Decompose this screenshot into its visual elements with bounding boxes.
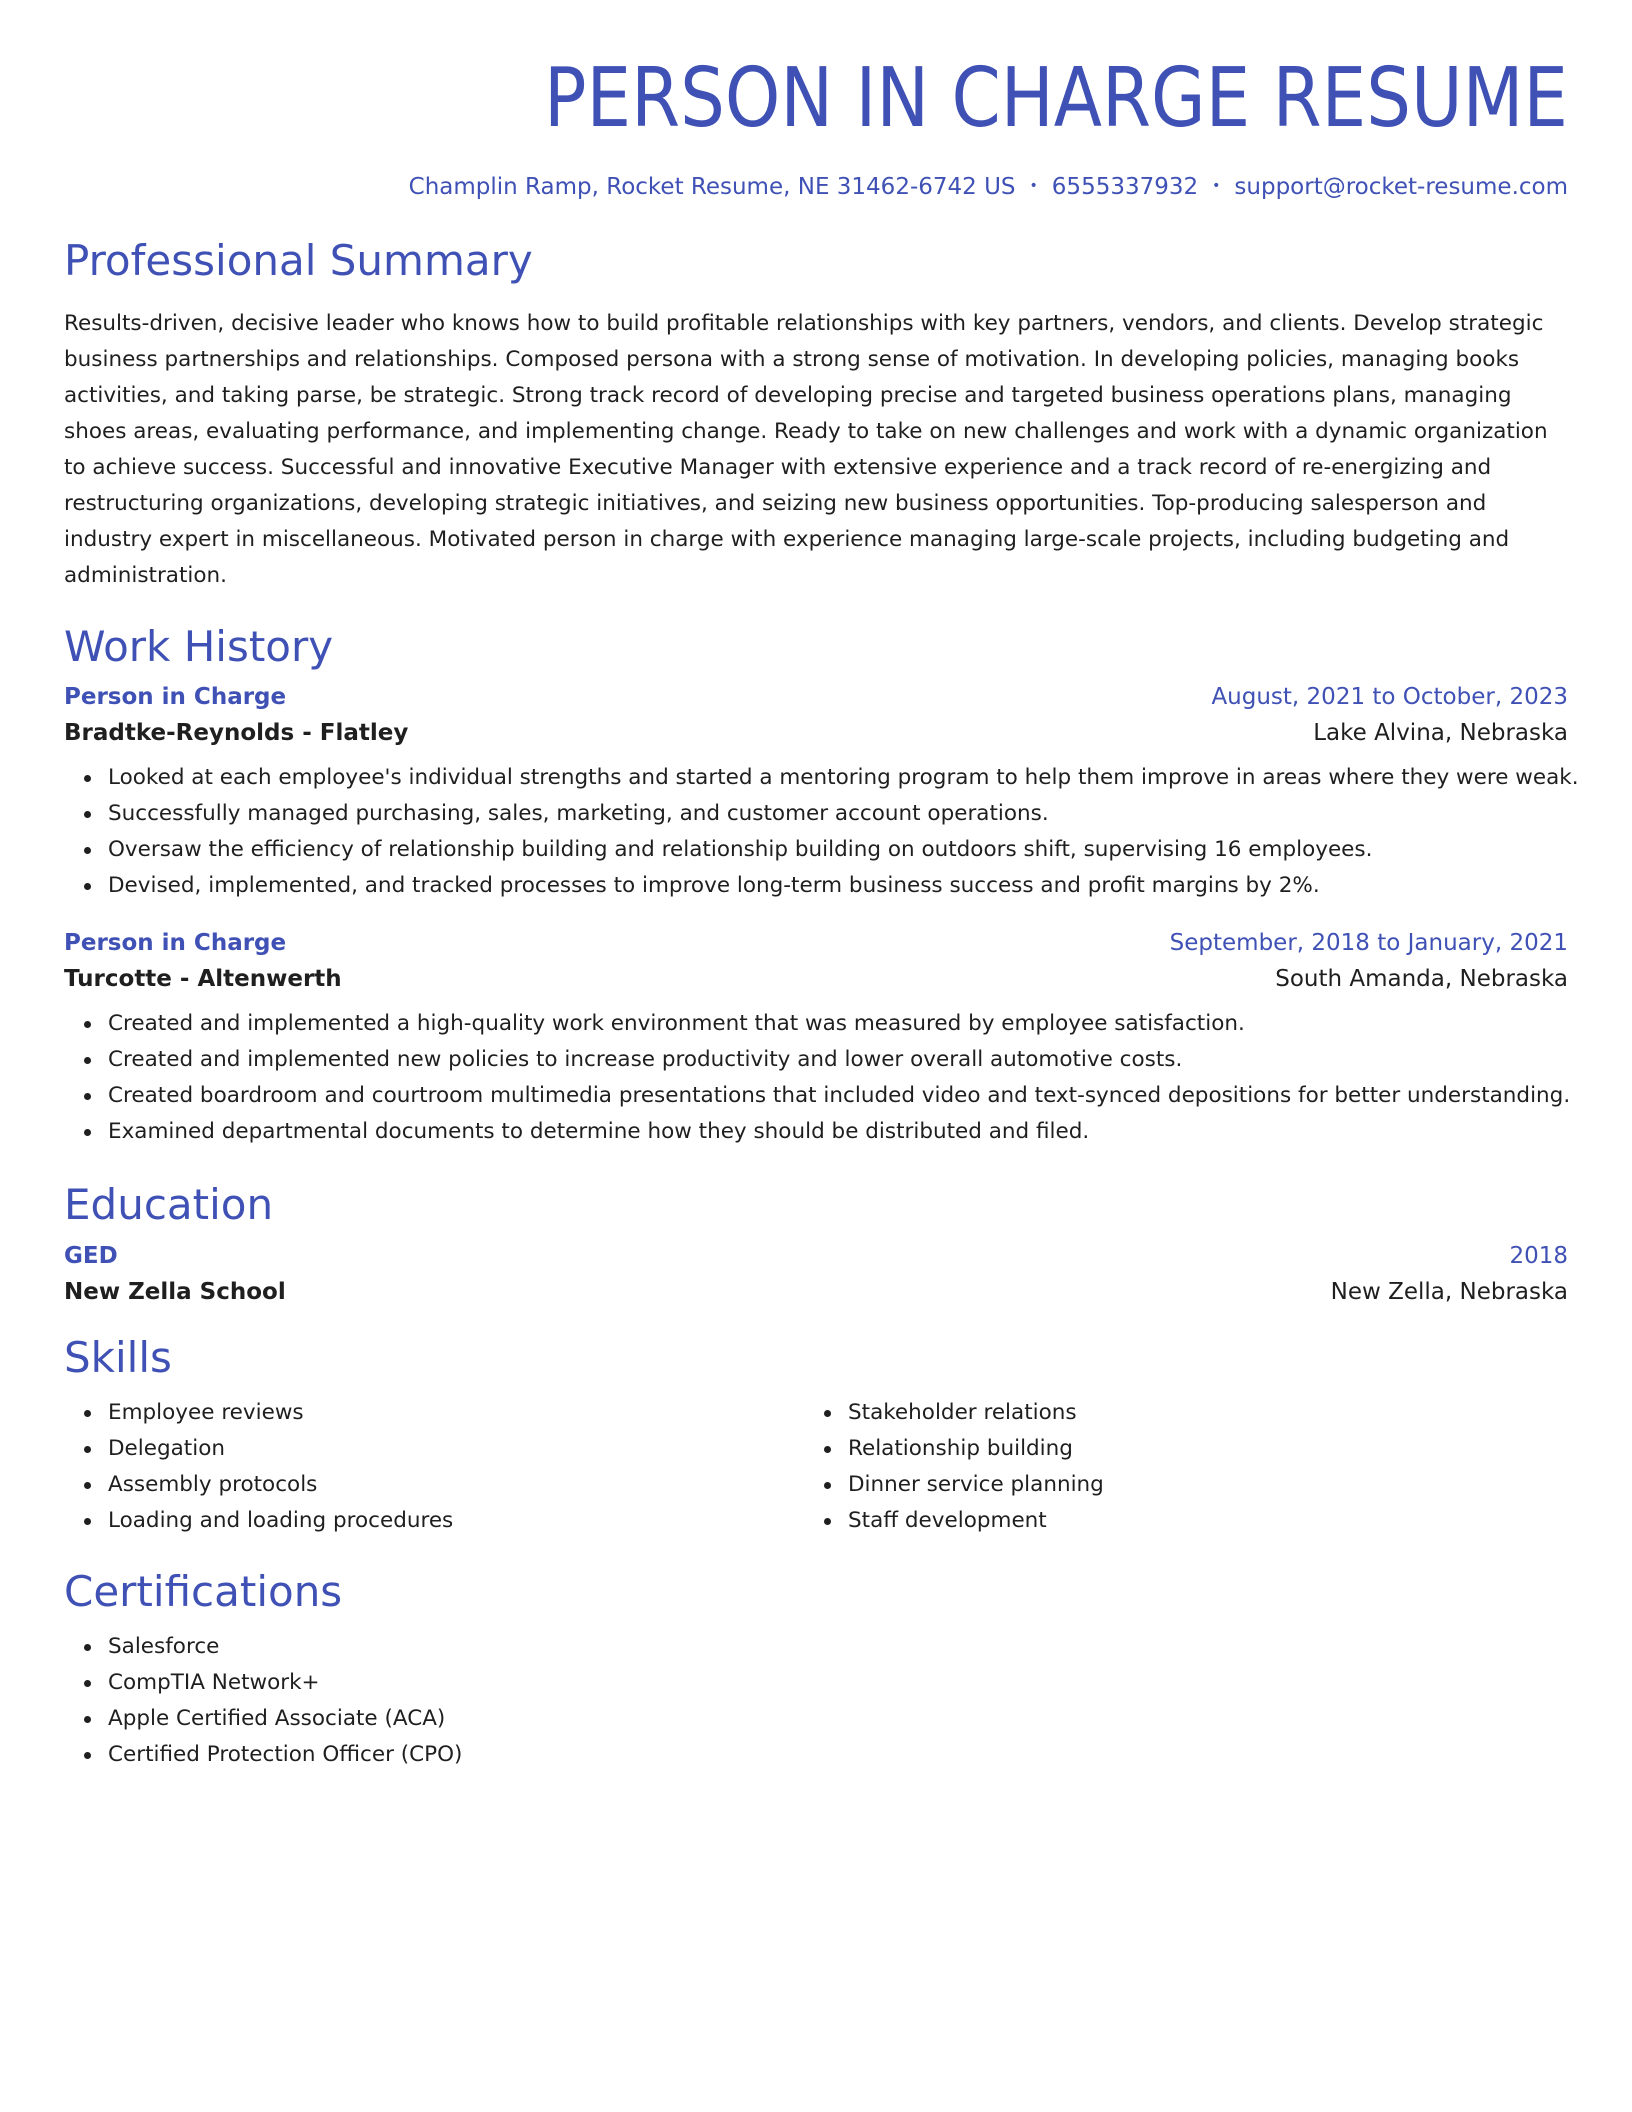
contact-email: support@rocket-resume.com (1234, 174, 1568, 200)
job-employer: Turcotte - Altenwerth (64, 966, 342, 993)
job-entry (64, 930, 1571, 1150)
summary-heading: Professional Summary (64, 236, 533, 285)
list-item: Dinner service planning (848, 1467, 1544, 1503)
separator-dot: • (1029, 177, 1038, 194)
skills-grid (64, 1395, 1568, 1539)
education-school: New Zella School (64, 1278, 286, 1305)
education-degree-row (64, 1243, 1568, 1269)
education-section (64, 1182, 1568, 1304)
job-location: South Amanda, Nebraska (1275, 966, 1568, 993)
skills-column-left (64, 1395, 804, 1539)
list-item: Looked at each employee's individual strengths and started a mentoring program to help them improve in areas where they were weak. (108, 760, 1568, 796)
job-title: Person in Charge (64, 684, 287, 711)
list-item: Assembly protocols (108, 1467, 804, 1503)
certifications-heading: Certifications (64, 1566, 343, 1616)
list-item: Delegation (108, 1431, 804, 1467)
work-heading: Work History (64, 622, 334, 672)
list-item: Stakeholder relations (848, 1395, 1544, 1431)
job-title: Person in Charge (64, 930, 287, 957)
job-dates: August, 2021 to October, 2023 (1211, 684, 1568, 711)
education-school-row (64, 1279, 1568, 1305)
list-item: CompTIA Network+ (108, 1665, 1568, 1701)
list-item: Devised, implemented, and tracked processes to improve long-term business success and profit margins by 2%. (108, 868, 1568, 904)
list-item: Successfully managed purchasing, sales, marketing, and customer account operations. (108, 796, 1568, 832)
list-item: Created and implemented new policies to increase productivity and lower overall automotive costs. (108, 1042, 1568, 1078)
resume-header (64, 51, 1568, 200)
skills-heading: Skills (64, 1332, 172, 1382)
work-section (64, 622, 1579, 1150)
job-employer: Bradtke-Reynolds - Flatley (64, 720, 409, 747)
list-item: Apple Certified Associate (ACA) (108, 1701, 1568, 1737)
list-item: Loading and loading procedures (108, 1503, 804, 1539)
list-item: Oversaw the efficiency of relationship building and relationship building on outdoors shift, supervising 16 employees. (108, 832, 1568, 868)
job-title-row (64, 930, 1568, 956)
list-item: Employee reviews (108, 1395, 804, 1431)
job-title-row (64, 684, 1568, 710)
separator-dot: • (1212, 177, 1221, 194)
certifications-list (64, 1629, 1568, 1773)
job-location: Lake Alvina, Nebraska (1313, 720, 1568, 747)
skills-section (64, 1332, 1568, 1539)
job-employer-row (64, 720, 1568, 746)
education-heading: Education (64, 1180, 274, 1230)
list-item: Created boardroom and courtroom multimedia presentations that included video and text-synced depositions for better understanding. (108, 1078, 1568, 1114)
skills-column-right (804, 1395, 1544, 1539)
contact-line (64, 174, 1568, 200)
summary-text: Results-driven, decisive leader who knows how to build profitable relationships with key partners, vendors, and clients. Develop strategic business partnerships and relationships. Composed persona with a strong sense of motivation. In developing policies, managing books activities, and taking parse, be strategic. Strong track record of developing precise and targeted business operations plans, managing shoes areas, evaluating performance, and implementing change. Ready to take on new challenges and work with a dynamic organization to achieve success. Successful and innovative Executive Manager with extensive experience and a track record of re-energizing and restructuring organizations, developing strategic initiatives, and seizing new business opportunities. Top-producing salesperson and industry expert in miscellaneous. Motivated person in charge with experience managing large-scale projects, including budgeting and administration. (64, 311, 1548, 589)
job-employer-row (64, 966, 1568, 992)
job-bullets (64, 760, 1579, 904)
certifications-section (64, 1566, 1568, 1773)
job-bullets (64, 1006, 1571, 1150)
contact-address: Champlin Ramp, Rocket Resume, NE 31462-6742 US (408, 174, 1016, 200)
education-degree: GED (64, 1242, 118, 1269)
summary-section (64, 238, 1568, 594)
list-item: Examined departmental documents to determine how they should be distributed and filed. (108, 1114, 1568, 1150)
list-item: Staff development (848, 1503, 1544, 1539)
list-item: Created and implemented a high-quality work environment that was measured by employee satisfaction. (108, 1006, 1568, 1042)
skills-list (64, 1395, 804, 1539)
resume-title: PERSON IN CHARGE RESUME (544, 51, 1568, 146)
education-year: 2018 (1509, 1242, 1568, 1269)
job-dates: September, 2018 to January, 2021 (1169, 930, 1568, 957)
job-entry (64, 684, 1579, 904)
education-location: New Zella, Nebraska (1330, 1278, 1568, 1305)
list-item: Relationship building (848, 1431, 1544, 1467)
list-item: Certified Protection Officer (CPO) (108, 1737, 1568, 1773)
list-item: Salesforce (108, 1629, 1568, 1665)
skills-list (804, 1395, 1544, 1539)
contact-phone: 6555337932 (1051, 174, 1199, 200)
